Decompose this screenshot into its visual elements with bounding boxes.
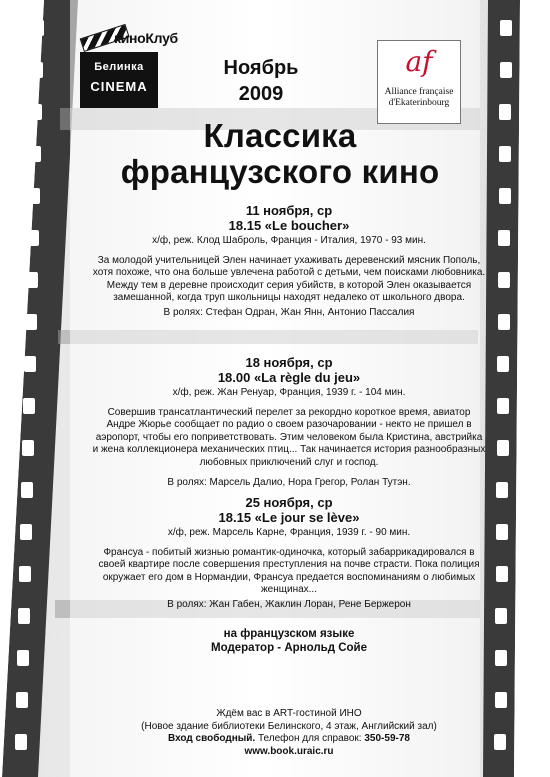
kinoclub-cinema: CINEMA xyxy=(90,79,148,94)
website-link[interactable] xyxy=(92,746,486,759)
film-date: 25 ноября, ср xyxy=(245,495,333,510)
film-cast: В ролях: Жан Габен, Жаклин Лоран, Рене Бержерон xyxy=(167,598,411,610)
page-title xyxy=(70,118,490,190)
phone-label: Телефон для справок: xyxy=(258,733,362,744)
film-cast: В ролях: Стефан Одран, Жан Янн, Антонио Пассалия xyxy=(163,306,415,318)
address-line: (Новое здание библиотеки Белинского, 4 этаж, Английский зал) xyxy=(141,720,437,732)
entry-line xyxy=(92,733,486,746)
entry-free: Вход свободный. xyxy=(168,733,256,744)
title-line1: Классика xyxy=(203,117,357,154)
film-credits: х/ф, реж. Жан Ренуар, Франция, 1939 г. - 104 мин. xyxy=(172,387,406,398)
film-description: За молодой учительницей Элен начинает ухаживать деревенский мясник Пополь, хотя похоже, что она больше увлечена работой с детьми, чем поисками любовника. Между тем в деревне происходит серия убийств, в которой Элен оказывается замешанной, когда труп школьницы находят недалеко от школьного двора. xyxy=(92,255,486,304)
footer-info xyxy=(92,708,486,758)
month-name: Ноябрь xyxy=(223,57,299,79)
af-name-line2: d'Ekaterinbourg xyxy=(388,98,450,108)
language-note xyxy=(92,627,486,655)
film-entry-3 xyxy=(92,495,486,611)
moderator-line: Модератор - Арнольд Сойе xyxy=(211,642,367,654)
af-name xyxy=(378,87,460,109)
kinoclub-board xyxy=(80,52,158,108)
alliance-francaise-logo xyxy=(377,40,461,124)
af-mark: af xyxy=(405,45,433,78)
film-time-title: 18.15 «Le jour se lève» xyxy=(218,510,360,525)
kinoclub-logo xyxy=(80,30,178,110)
language-line: на французском языке xyxy=(223,628,355,640)
af-name-line1: Alliance française xyxy=(384,87,454,97)
kinoclub-name: Белинка xyxy=(94,61,144,73)
month-heading xyxy=(196,55,326,107)
film-date: 18 ноября, ср xyxy=(245,355,333,370)
film-entry-1 xyxy=(92,203,486,319)
kinoclub-label: киноКлуб xyxy=(114,30,178,46)
film-entry-2 xyxy=(92,355,486,489)
film-time-title: 18.00 «La règle du jeu» xyxy=(217,370,361,385)
title-line2: французского кино xyxy=(120,153,440,190)
phone-number: 350-59-78 xyxy=(364,733,410,744)
invite-line: Ждём вас в ART-гостиной ИНО xyxy=(216,708,362,719)
film-credits: х/ф, реж. Марсель Карне, Франция, 1939 г. - 90 мин. xyxy=(167,527,411,538)
film-description: Совершив трансатлантический перелет за рекордно короткое время, авиатор Андре Жюрье сообщает по радио о своем разочаровании - некто не пришел в аэропорт, чтобы его поприветствовать. Этим человеком была Кристина, австрийка и жена коллекционера механических птиц... Так начинается история разнообразных любовных приключений слуг и господ. xyxy=(92,407,486,468)
film-cast: В ролях: Марсель Далио, Нора Грегор, Ролан Тутэн. xyxy=(167,477,411,489)
film-description: Франсуа - побитый жизнью романтик-одиночка, который забаррикадировался в своей квартире после совершения преступления на почве страсти. Пока полиция окружает его дом в Нормандии, Франсуа предается воспоминаниям о любимых женщинах... xyxy=(98,547,480,596)
year: 2009 xyxy=(238,83,284,105)
film-credits: х/ф, реж. Клод Шаброль, Франция - Италия, 1970 - 93 мин. xyxy=(152,235,426,246)
film-time-title: 18.15 «Le boucher» xyxy=(228,218,350,233)
film-date: 11 ноября, ср xyxy=(245,203,333,218)
website-text[interactable]: www.book.uraic.ru xyxy=(244,745,334,757)
